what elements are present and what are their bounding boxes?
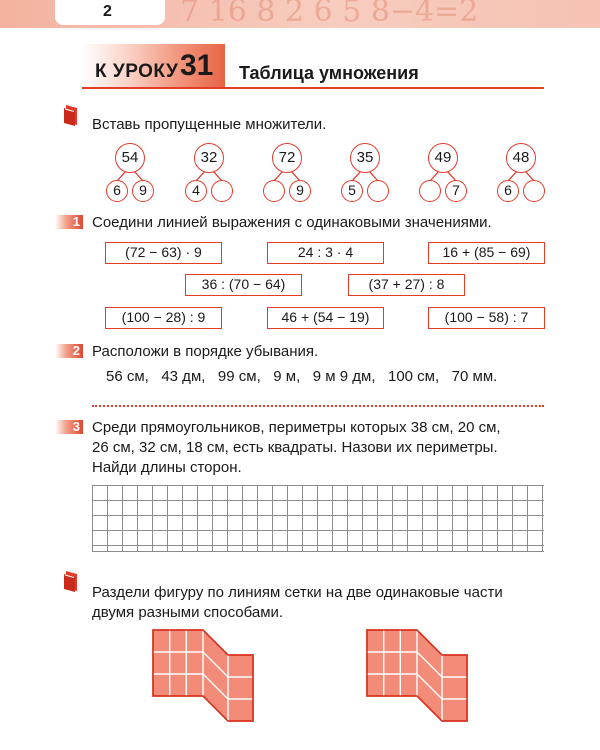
expression-box[interactable]: (37 + 27) : 8: [348, 274, 465, 296]
tree-factor-left[interactable]: 6: [497, 180, 519, 202]
grid-figure-1[interactable]: [148, 626, 278, 726]
tree-factor-right[interactable]: [523, 180, 545, 202]
tree-factor-right[interactable]: [211, 180, 233, 202]
expression-box[interactable]: (100 − 28) : 9: [105, 307, 222, 329]
tree-product: 72: [272, 143, 302, 173]
tree-product: 54: [115, 143, 145, 173]
expression-box[interactable]: 46 + (54 − 19): [267, 307, 384, 329]
task2-text: Расположи в порядке убывания.: [92, 343, 319, 360]
task-badge: 1: [55, 215, 83, 229]
page-title: Таблица умножения: [239, 63, 419, 83]
task3-line-1: Среди прямоугольников, периметры которых 38 см, 20 см,: [92, 419, 501, 436]
tree-factor-right[interactable]: 9: [289, 180, 311, 202]
page-number: 2: [103, 3, 112, 20]
lesson-number: 31: [180, 49, 214, 82]
tree-product: 35: [350, 143, 380, 173]
book-icon: [63, 104, 79, 126]
lesson-prefix: К УРОКУ: [95, 61, 179, 82]
expression-box[interactable]: (100 − 58) : 7: [428, 307, 545, 329]
tree-factor-right[interactable]: 7: [445, 180, 467, 202]
tree-product: 32: [194, 143, 224, 173]
task-badge: 3: [55, 420, 83, 434]
tree-factor-left[interactable]: 5: [341, 180, 363, 202]
tree-factor-left[interactable]: [419, 180, 441, 202]
grid-figure-2[interactable]: [362, 626, 492, 726]
answer-dotted-line[interactable]: [92, 405, 544, 407]
task-split-line-2: двумя разными способами.: [92, 604, 284, 621]
task3-line-2: 26 см, 32 см, 18 см, есть квадраты. Назови их периметры.: [92, 439, 498, 456]
expression-box[interactable]: 24 : 3 · 4: [267, 242, 384, 264]
expression-box[interactable]: 36 : (70 − 64): [185, 274, 302, 296]
task3-line-3: Найди длины сторон.: [92, 459, 242, 476]
tree-factor-left[interactable]: 6: [106, 180, 128, 202]
tree-product: 48: [506, 143, 536, 173]
expression-box[interactable]: 16 + (85 − 69): [428, 242, 545, 264]
task2-values: 56 см, 43 дм, 99 см, 9 м, 9 м 9 дм, 100 см, 70 мм.: [106, 368, 498, 385]
title-rule: [82, 87, 544, 89]
expression-box[interactable]: (72 − 63) · 9: [105, 242, 222, 264]
answer-grid[interactable]: [92, 485, 544, 552]
tree-factor-right[interactable]: 9: [132, 180, 154, 202]
task1-text: Соедини линией выражения с одинаковыми значениями.: [92, 214, 492, 231]
task-badge: 2: [55, 344, 83, 358]
book-icon: [63, 570, 79, 592]
task-split-line-1: Раздели фигуру по линиям сетки на две одинаковые части: [92, 584, 503, 601]
tree-factor-right[interactable]: [367, 180, 389, 202]
decor-digits: 7 16 8 2 6 5 8−4=2: [180, 0, 479, 28]
tree-factor-left[interactable]: [263, 180, 285, 202]
task-missing-factors-text: Вставь пропущенные множители.: [92, 116, 327, 133]
tree-factor-left[interactable]: 4: [185, 180, 207, 202]
tree-product: 49: [428, 143, 458, 173]
